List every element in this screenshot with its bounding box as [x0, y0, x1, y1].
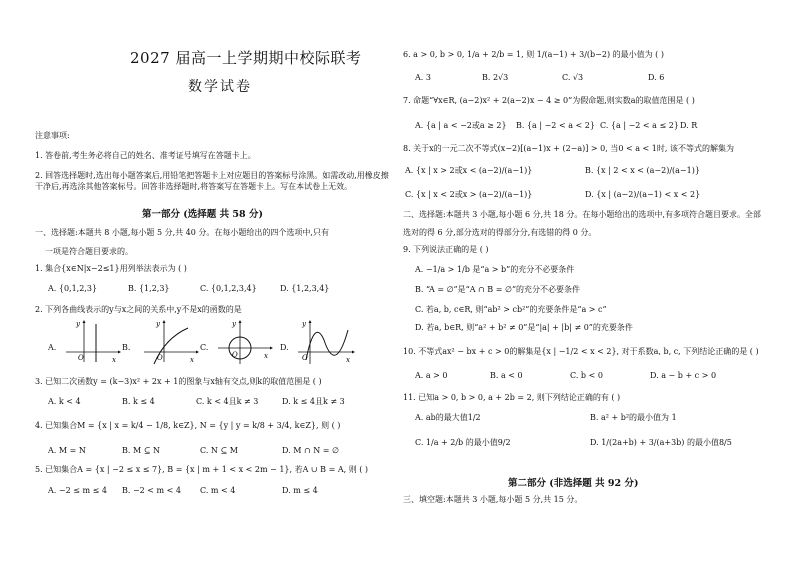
notes-heading: 注意事项:: [35, 131, 70, 140]
part2-title: 第二部分 (非选择题 共 92 分): [508, 478, 639, 489]
option-d: D. M ∩ N = ∅: [282, 446, 339, 455]
part1-title: 第一部分 (选择题 共 58 分): [142, 209, 263, 220]
option-c: C. b < 0: [570, 371, 603, 380]
svg-text:y: y: [232, 320, 236, 328]
svg-text:y: y: [76, 320, 80, 328]
question-8: 8. 关于x的一元二次不等式(x−2)[(a−1)x + (2−a)] > 0, 当0 < a < 1时, 该不等式的解集为: [403, 144, 734, 153]
option-a: A. 3: [415, 73, 431, 82]
note-item: 2. 回答选择题时,选出每小题答案后,用铅笔把答题卡上对应题目的答案标号涂黑。如需改动,用橡皮擦干净后,再选涂其他答案标号。回答非选择题时,将答案写在答题卡上。写在本试卷上无效。: [35, 171, 389, 191]
option-b: B. a < 0: [490, 371, 523, 380]
option-b: B. a² + b²的最小值为 1: [590, 413, 677, 422]
graph-a: [62, 320, 122, 366]
option-c: C. {x | x < 2或x > (a−2)/(a−1)}: [405, 190, 533, 199]
section2-intro: 二、选择题:本题共 3 小题,每小题 6 分,共 18 分。在每小题给出的选项中,有多项符合题目要求。全部选对的得 6 分,部分选对的得部分分,有选错的得 0 分。: [403, 210, 761, 237]
option-b: B. 2√3: [482, 73, 509, 82]
svg-text:x: x: [346, 356, 350, 364]
option-b: B.: [122, 343, 131, 352]
section1-intro: 一、选择题:本题共 8 小题,每小题 5 分,共 40 分。在每小题给出的四个选项中,只有: [35, 228, 329, 237]
section3-intro: 三、填空题:本题共 3 小题,每小题 5 分,共 15 分。: [403, 495, 583, 504]
svg-text:O: O: [232, 351, 238, 359]
option-c: C.: [200, 343, 209, 352]
option-a: A. M = N: [48, 446, 86, 455]
question-6: 6. a > 0, b > 0, 1/a + 2/b = 1, 则 1/(a−1) + 3/(b−2) 的最小值为 ( ): [403, 50, 664, 59]
option-b: B. “A = ∅”是“A ∩ B = ∅”的充分不必要条件: [415, 285, 581, 294]
option-a: A. {0,1,2,3}: [48, 284, 98, 293]
option-c: C. 1/a + 2/b 的最小值9/2: [415, 438, 511, 447]
option-d: D. {1,2,3,4}: [280, 284, 330, 293]
question-5: 5. 已知集合A = {x | −2 ≤ x ≤ 7}, B = {x | m + 1 < x < 2m − 1}, 若A ∪ B = A, 则 ( ): [35, 465, 369, 474]
option-d: D. {x | (a−2)/(a−1) < x < 2}: [585, 190, 701, 199]
option-c: C. {a | −2 < a ≤ 2}: [600, 121, 679, 130]
svg-text:y: y: [156, 320, 160, 328]
graph-d: [294, 320, 356, 366]
section1-intro-cont: 一项是符合题目要求的。: [45, 247, 133, 256]
option-a: A. {x | x > 2或x < (a−2)/(a−1)}: [405, 166, 533, 175]
question-3: 3. 已知二次函数y = (k−3)x² + 2x + 1的图象与x轴有交点,则k的取值范围是 ( ): [35, 377, 322, 386]
option-a: A. −1/a > 1/b 是“a > b”的充分不必要条件: [415, 265, 575, 274]
question-7: 7. 命题“∀x∈R, (a−2)x² + 2(a−2)x − 4 ≥ 0”为假命题,则实数a的取值范围是 ( ): [403, 96, 695, 105]
option-c: C. 若a, b, c∈R, 则“ab² > cb²”的充要条件是“a > c”: [415, 305, 607, 314]
option-d: D. 若a, b∈R, 则“a² + b² ≠ 0”是“|a| + |b| ≠ 0”的充要条件: [415, 323, 633, 332]
option-b: B. {x | 2 < x < (a−2)/(a−1)}: [585, 166, 700, 175]
question-4: 4. 已知集合M = {x | x = k/4 − 1/8, k∈Z}, N = {y | y = k/8 + 3/4, k∈Z}, 则 ( ): [35, 421, 341, 430]
note-item: 1. 答卷前,考生务必将自己的姓名、准考证号填写在答题卡上。: [35, 151, 256, 160]
option-b: B. {a | −2 < a < 2}: [516, 121, 595, 130]
question-1: 1. 集合{x∈N|x−2≤1}用列举法表示为 ( ): [35, 264, 187, 273]
option-d: D. 6: [648, 73, 665, 82]
svg-text:O: O: [302, 354, 308, 362]
option-d: D.: [280, 343, 289, 352]
svg-text:x: x: [112, 356, 116, 364]
exam-subtitle: 数学试卷: [188, 79, 252, 95]
option-d: D. 1/(2a+b) + 3/(a+3b) 的最小值8/5: [590, 438, 732, 447]
svg-text:x: x: [264, 352, 268, 360]
graph-c: [214, 320, 274, 366]
graph-b: [140, 320, 200, 366]
exam-title: 2027 届高一上学期期中校际联考: [130, 49, 362, 67]
option-b: B. k ≤ 4: [122, 397, 155, 406]
question-2: 2. 下列各曲线表示的y与x之间的关系中,y不是x的函数的是: [35, 305, 242, 314]
option-a: A. a > 0: [415, 371, 448, 380]
option-a: A. {a | a < −2或a ≥ 2}: [415, 121, 507, 130]
svg-text:O: O: [157, 354, 163, 362]
option-b: B. −2 < m < 4: [122, 486, 182, 495]
option-d: D. R: [680, 121, 698, 130]
option-b: B. M ⊆ N: [122, 446, 160, 455]
option-c: C. √3: [562, 73, 584, 82]
option-d: D. m ≤ 4: [282, 486, 318, 495]
svg-text:O: O: [78, 354, 84, 362]
svg-text:x: x: [190, 356, 194, 364]
option-a: A. k < 4: [48, 397, 81, 406]
option-c: C. k < 4且k ≠ 3: [196, 397, 259, 406]
option-d: D. a − b + c > 0: [650, 371, 717, 380]
option-a: A. ab的最大值1/2: [415, 413, 481, 422]
svg-text:y: y: [302, 320, 306, 328]
question-11: 11. 已知a > 0, b > 0, a + 2b = 2, 则下列结论正确的有 ( ): [403, 393, 621, 402]
option-c: C. N ⊆ M: [200, 446, 238, 455]
option-a: A. −2 ≤ m ≤ 4: [48, 486, 107, 495]
option-c: C. {0,1,2,3,4}: [200, 284, 257, 293]
question-9: 9. 下列说法正确的是 ( ): [403, 245, 489, 254]
question-10: 10. 不等式ax² − bx + c > 0的解集是{x | −1/2 < x < 2}, 对于系数a, b, c, 下列结论正确的是 ( ): [403, 347, 759, 356]
option-a: A.: [48, 343, 57, 352]
option-c: C. m < 4: [200, 486, 236, 495]
option-b: B. {1,2,3}: [128, 284, 170, 293]
option-d: D. k ≤ 4且k ≠ 3: [282, 397, 345, 406]
